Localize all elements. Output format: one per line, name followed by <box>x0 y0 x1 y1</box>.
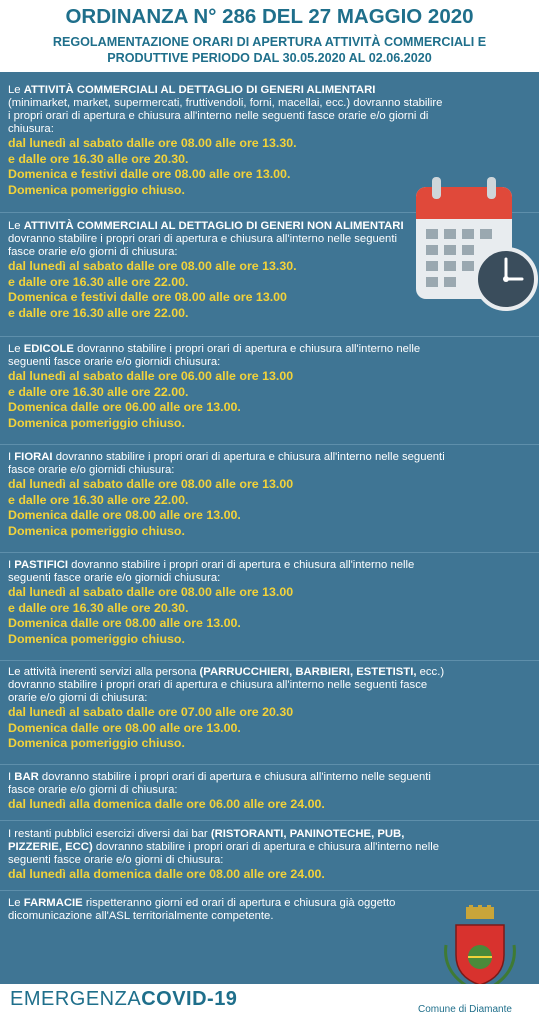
section-text: dovranno stabilire i propri orari di apertura e chiusura all'interno nelle seguenti fasce orarie e/o giorni di chiusura: <box>8 233 397 258</box>
hours-line: e dalle ore 16.30 alle ore 22.00. <box>8 384 189 399</box>
hours-line: e dalle ore 16.30 alle ore 20.30. <box>8 600 189 615</box>
section-category: FARMACIE <box>23 897 83 909</box>
divider <box>0 552 539 553</box>
hours-line: dal lunedì al sabato dalle ore 08.00 alle ore 13.00 <box>8 585 294 599</box>
section-edicole <box>8 343 448 431</box>
section-pastifici <box>8 559 448 647</box>
section-intro: I <box>8 451 15 463</box>
section-text: dovranno stabilire i propri orari di apertura e chiusura all'interno nelle seguenti fasce orarie e/o giornidi chiusura: <box>8 559 415 584</box>
section-category: ATTIVITÀ COMMERCIALI AL DETTAGLIO DI GENERI NON ALIMENTARI <box>23 220 404 232</box>
section-intro: Le <box>8 84 24 96</box>
section-category: (PARRUCCHIERI, BARBIERI, ESTETISTI, <box>199 666 417 678</box>
section-text: ecc.) dovranno stabilire i propri orari di apertura e chiusura all'interno nelle seguenti fasce orarie e/o giorni di chiusura: <box>8 666 445 704</box>
hours-line: e dalle ore 16.30 alle ore 22.00. <box>8 274 189 289</box>
hours-line: dal lunedì al sabato dalle ore 08.00 alle ore 13.00 <box>8 477 294 491</box>
comune-label: Comune di Diamante <box>418 1004 512 1015</box>
section-intro: I <box>8 771 15 783</box>
hours-line: Domenica dalle ore 06.00 alle ore 13.00. <box>8 400 241 414</box>
hours-line: Domenica dalle ore 08.00 alle ore 13.00. <box>8 720 241 735</box>
hours-line: dal lunedì alla domenica dalle ore 06.00 alle ore 24.00. <box>8 797 325 811</box>
section-text: rispetteranno giorni ed orari di apertura e chiusura già oggetto dicomunicazione all'ASL territorialmente competente. <box>8 897 396 922</box>
hours-line: Domenica e festivi dalle ore 08.00 alle ore 13.00 <box>8 290 287 304</box>
hours-line: Domenica e festivi dalle ore 08.00 alle ore 13.00. <box>8 167 291 181</box>
hours-line: dal lunedì alla domenica dalle ore 08.00 alle ore 24.00. <box>8 867 325 881</box>
hours-line: dal lunedì al sabato dalle ore 08.00 alle ore 13.30. <box>8 259 297 273</box>
section-bar <box>8 771 448 813</box>
section-intro: Le <box>8 897 24 909</box>
section-non-alimentari <box>8 220 408 321</box>
section-alimentari <box>8 84 448 198</box>
hours-line: dal lunedì al sabato dalle ore 06.00 alle ore 13.00 <box>8 369 294 383</box>
section-category: ATTIVITÀ COMMERCIALI AL DETTAGLIO DI GENERI ALIMENTARI <box>23 84 376 96</box>
divider <box>0 820 539 821</box>
section-farmacie <box>8 897 408 923</box>
hours-line: dal lunedì al sabato dalle ore 07.00 alle ore 20.30 <box>8 705 294 719</box>
hours-line: Domenica pomeriggio chiuso. <box>8 415 185 430</box>
hours-line: Domenica pomeriggio chiuso. <box>8 523 185 538</box>
hours-line: Domenica pomeriggio chiuso. <box>8 182 185 197</box>
section-category: (RISTORANTI, PANINOTECHE, PUB, PIZZERIE, ECC) <box>8 828 405 853</box>
subtitle-line-1: REGOLAMENTAZIONE ORARI DI APERTURA ATTIVITÀ COMMERCIALI E <box>52 35 487 49</box>
section-text: (minimarket, market, supermercati, fruttivendoli, forni, macellai, ecc.) dovranno stabilire i propri orari di apertura e chiusura all'interno nelle seguenti fasce orarie e/o giorni di chiusura: <box>8 97 443 135</box>
covid-word: COVID-19 <box>141 988 238 1010</box>
hours-line: Domenica pomeriggio chiuso. <box>8 631 185 646</box>
page-title: ORDINANZA N° 286 DEL 27 MAGGIO 2020 <box>65 5 474 28</box>
section-intro: I <box>8 559 15 571</box>
section-intro: Le <box>8 220 24 232</box>
section-text: dovranno stabilire i propri orari di apertura e chiusura all'interno nelle seguenti fasce orarie e/o giornidi chiusura: <box>8 451 445 476</box>
section-fiorai <box>8 451 448 539</box>
section-category: EDICOLE <box>23 343 74 355</box>
divider <box>0 336 539 337</box>
hours-line: Domenica dalle ore 08.00 alle ore 13.00. <box>8 508 241 522</box>
section-intro: Le <box>8 343 24 355</box>
hours-line: e dalle ore 16.30 alle ore 22.00. <box>8 305 189 320</box>
divider <box>0 764 539 765</box>
calendar-clock-icon <box>412 175 538 315</box>
section-category: PASTIFICI <box>14 559 69 571</box>
hours-line: e dalle ore 16.30 alle ore 22.00. <box>8 492 189 507</box>
hours-line: Domenica pomeriggio chiuso. <box>8 736 185 750</box>
subtitle-line-2: PRODUTTIVE PERIODO DAL 30.05.2020 AL 02.06.2020 <box>107 51 432 65</box>
section-intro: I restanti pubblici esercizi diversi dai bar <box>8 828 211 840</box>
section-intro: Le attività inerenti servizi alla persona <box>8 666 200 678</box>
divider <box>0 660 539 661</box>
emergency-label <box>10 988 237 1011</box>
emergency-word: EMERGENZA <box>10 988 142 1010</box>
section-ristoranti <box>8 828 448 883</box>
section-category: BAR <box>14 771 39 783</box>
section-text: dovranno stabilire i propri orari di apertura e chiusura all'interno nelle seguenti fasce orarie e/o giornidi chiusura: <box>8 343 421 368</box>
hours-line: e dalle ore 16.30 alle ore 20.30. <box>8 151 189 166</box>
divider <box>0 444 539 445</box>
hours-line: dal lunedì al sabato dalle ore 08.00 alle ore 13.30. <box>8 136 297 150</box>
section-category: FIORAI <box>14 451 53 463</box>
section-text: dovranno stabilire i propri orari di apertura e chiusura all'interno nelle seguenti fasce orarie e/o giorni di chiusura: <box>8 841 440 866</box>
section-servizi-persona <box>8 666 448 752</box>
section-text: dovranno stabilire i propri orari di apertura e chiusura all'interno nelle seguenti fasce orarie e/o giorni di chiusura: <box>8 771 431 796</box>
header <box>0 0 539 72</box>
divider <box>0 890 539 891</box>
hours-line: Domenica dalle ore 08.00 alle ore 13.00. <box>8 616 241 630</box>
page-subtitle <box>0 34 539 66</box>
